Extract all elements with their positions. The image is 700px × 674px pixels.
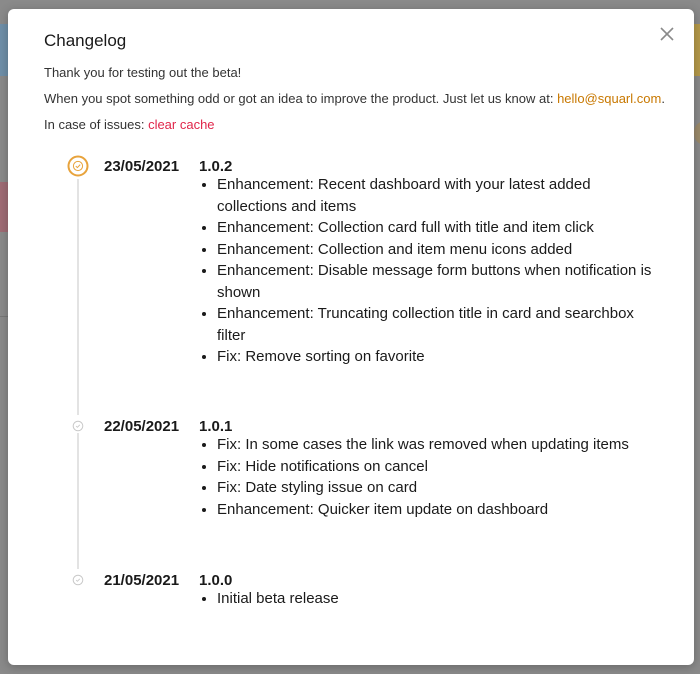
release-note-item: • Enhancement: Disable message form buttons when notification is shown (217, 260, 657, 303)
release-note-item: • Enhancement: Quicker item update on dashboard (217, 499, 657, 521)
background-divider (0, 316, 8, 317)
background-page-fragment (0, 182, 8, 232)
release-date: 22/05/2021 (104, 418, 180, 435)
feedback-suffix: . (661, 91, 665, 106)
close-icon[interactable] (659, 26, 675, 42)
intro-text (44, 60, 665, 138)
feedback-text: When you spot something odd or got an idea to improve the product. Just let us know at: (44, 91, 558, 106)
release-notes-list (199, 434, 657, 520)
intro-issues (44, 112, 665, 138)
check-circle-icon (72, 420, 84, 432)
release-note-item: • Fix: Hide notifications on cancel (217, 456, 657, 478)
release-note-item: • Fix: Remove sorting on favorite (217, 346, 657, 368)
release-note-item: • Enhancement: Recent dashboard with your latest added collections and items (217, 174, 657, 217)
modal-title: Changelog (44, 31, 127, 50)
release-version: 1.0.1 (199, 418, 233, 435)
release-version: 1.0.2 (199, 158, 233, 175)
release-notes-list (199, 588, 657, 610)
close-button[interactable] (656, 23, 678, 45)
release-date: 23/05/2021 (104, 158, 180, 175)
release-note-item: • Enhancement: Truncating collection title in card and searchbox filter (217, 303, 657, 346)
background-avatar (694, 122, 700, 144)
intro-thanks: Thank you for testing out the beta! (44, 65, 242, 80)
release-entry (104, 158, 664, 378)
issues-text: In case of issues: (44, 117, 149, 132)
release-notes-list (199, 174, 657, 368)
background-page-fragment (694, 24, 700, 76)
release-note-item: • Fix: Date styling issue on card (217, 477, 657, 499)
changelog-modal (8, 9, 694, 665)
release-note-item: • Enhancement: Collection card full with title and item click (217, 217, 657, 239)
check-circle-icon (67, 155, 89, 177)
release-note-item: • Initial beta release (217, 588, 657, 610)
release-date: 21/05/2021 (104, 572, 180, 589)
timeline-connector (77, 179, 79, 415)
release-note-item: • Fix: In some cases the link was removed when updating items (217, 434, 657, 456)
release-note-item: • Enhancement: Collection and item menu icons added (217, 239, 657, 261)
timeline-connector (77, 433, 79, 569)
intro-feedback (44, 86, 665, 112)
check-circle-icon (72, 574, 84, 586)
release-version: 1.0.0 (199, 572, 233, 589)
email-link[interactable]: hello@squarl.com (557, 91, 662, 106)
background-page-fragment (0, 24, 8, 76)
clear-cache-link[interactable]: clear cache (148, 117, 215, 132)
release-entry (104, 418, 664, 538)
release-entry (104, 572, 664, 622)
